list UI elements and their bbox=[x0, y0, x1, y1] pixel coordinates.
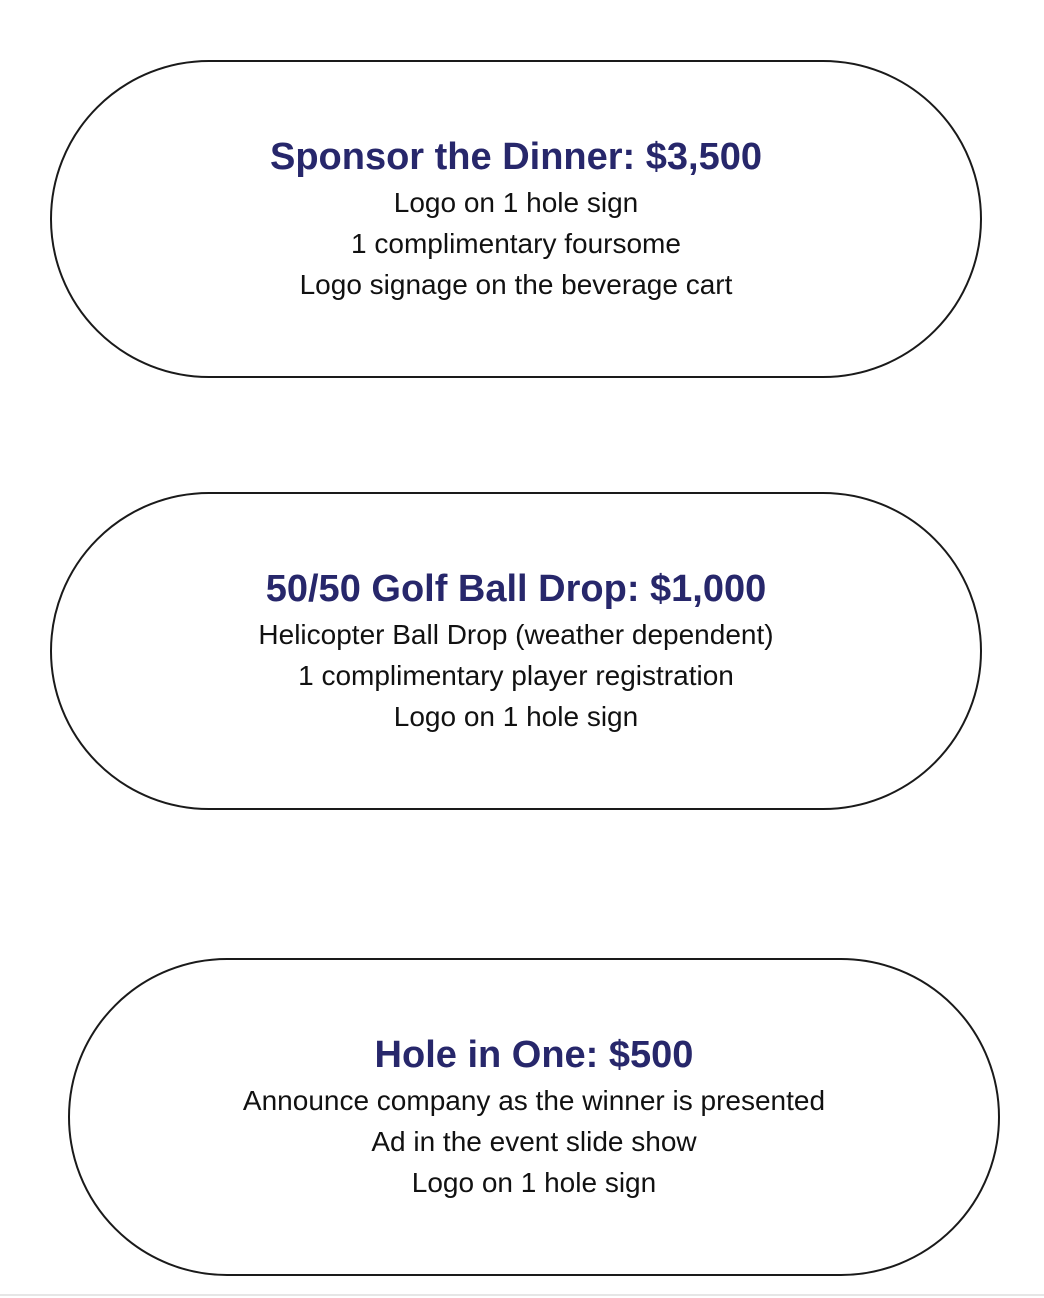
bottom-divider bbox=[0, 1294, 1044, 1296]
sponsorship-card-ball-drop bbox=[50, 492, 982, 810]
sponsorship-card-dinner bbox=[50, 60, 982, 378]
benefit-list bbox=[300, 182, 733, 305]
benefit-item: Logo on 1 hole sign bbox=[411, 1166, 657, 1198]
benefit-item: Announce company as the winner is presented bbox=[242, 1084, 826, 1116]
benefit-item: Logo on 1 hole sign bbox=[393, 186, 639, 218]
benefit-item: Helicopter Ball Drop (weather dependent) bbox=[258, 618, 774, 650]
sponsorship-title: 50/50 Golf Ball Drop: $1,000 bbox=[265, 567, 767, 610]
benefit-item: Logo signage on the beverage cart bbox=[299, 268, 733, 300]
benefit-item: 1 complimentary player registration bbox=[298, 659, 734, 691]
benefit-item: Ad in the event slide show bbox=[371, 1125, 697, 1157]
benefit-list bbox=[258, 614, 773, 737]
sponsorship-title: Hole in One: $500 bbox=[374, 1033, 694, 1076]
sponsorship-title: Sponsor the Dinner: $3,500 bbox=[269, 135, 762, 178]
benefit-item: Logo on 1 hole sign bbox=[393, 700, 639, 732]
benefit-list bbox=[243, 1080, 825, 1203]
benefit-item: 1 complimentary foursome bbox=[351, 227, 681, 259]
sponsorship-card-hole-in-one bbox=[68, 958, 1000, 1276]
